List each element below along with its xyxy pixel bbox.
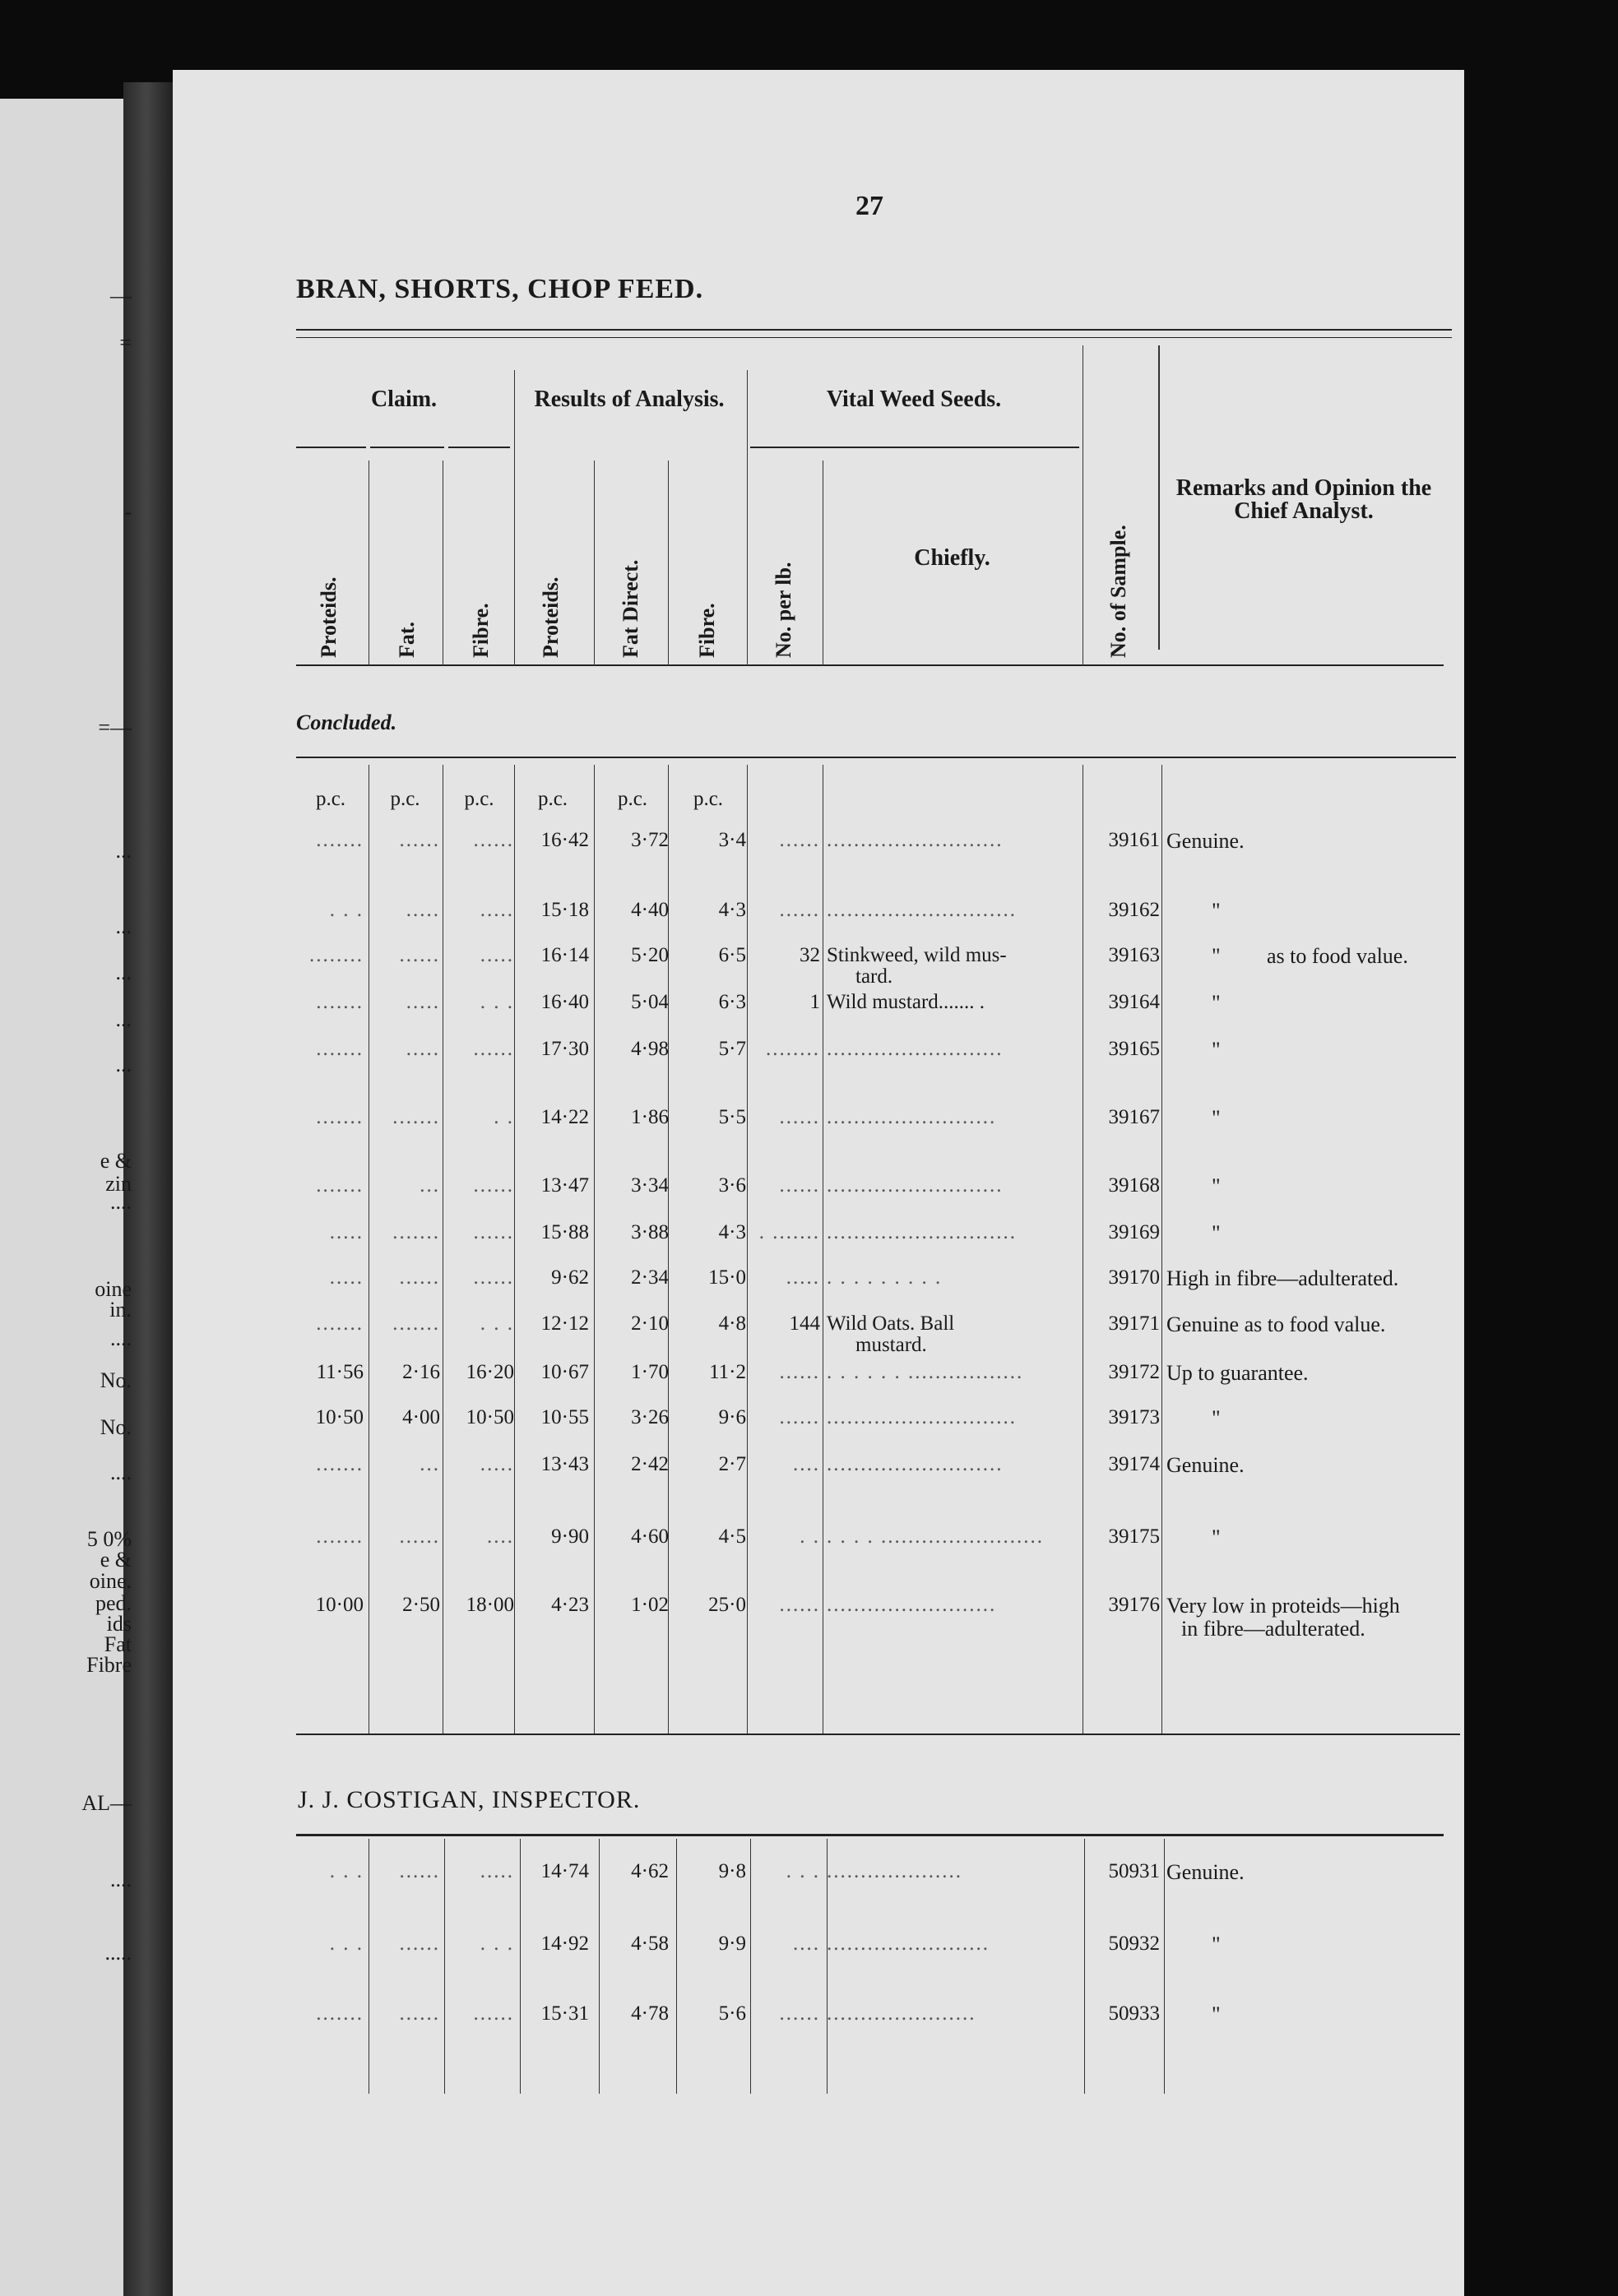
cell-c: ............................ bbox=[827, 1406, 1017, 1428]
previous-page-fragment-text: — bbox=[110, 284, 132, 308]
cell-f: 1·86 bbox=[631, 1106, 669, 1128]
cell-cf: ...... bbox=[399, 944, 440, 966]
cell-cfi: ..... bbox=[480, 899, 514, 921]
cell-fi: 4·3 bbox=[718, 899, 746, 921]
cell-c: .......................... bbox=[827, 1453, 1004, 1475]
cell-s: 50932 bbox=[1108, 1933, 1160, 1955]
cell-fi: 3·4 bbox=[718, 829, 746, 851]
cell-c: . . . . . . . . . bbox=[827, 1266, 943, 1289]
cell-n: 144 bbox=[789, 1312, 820, 1335]
column-rule-2 bbox=[1164, 1839, 1165, 2094]
previous-page-fragment-text: e & bbox=[100, 1149, 132, 1173]
cell-cf: 2·50 bbox=[402, 1594, 440, 1616]
cell-f: 1·02 bbox=[631, 1594, 669, 1616]
cell-cf: ... bbox=[420, 1453, 440, 1475]
cell-fi: 5·5 bbox=[718, 1106, 746, 1128]
cell-n: . . . bbox=[786, 1860, 820, 1882]
previous-page-fragment-text: No. bbox=[100, 1415, 132, 1439]
cell-n: . . bbox=[800, 1525, 820, 1548]
remark: Genuine. bbox=[1166, 1453, 1245, 1477]
cell-cf: ...... bbox=[399, 1860, 440, 1882]
remark: " bbox=[1212, 1038, 1221, 1062]
cell-s: 39170 bbox=[1108, 1266, 1160, 1289]
cell-n: ...... bbox=[779, 2002, 820, 2025]
cell-c: .......................... bbox=[827, 829, 1004, 851]
unit-label: p.c. bbox=[464, 788, 494, 810]
cell-c: Stinkweed, wild mus- bbox=[827, 944, 1007, 966]
cell-cf: ...... bbox=[399, 2002, 440, 2025]
cell-n: ...... bbox=[779, 1406, 820, 1428]
cell-cfi: ...... bbox=[473, 1174, 514, 1197]
cell-f: 4·60 bbox=[631, 1525, 669, 1548]
cell-cp: ....... bbox=[316, 1106, 364, 1128]
cell-n: ..... bbox=[786, 1266, 820, 1289]
remarks-header: Remarks and Opinion the Chief Analyst. bbox=[1175, 475, 1432, 524]
cell-cp: ........ bbox=[309, 944, 364, 966]
cell-n: ...... bbox=[779, 899, 820, 921]
cell-c: Wild Oats. Ball bbox=[827, 1312, 955, 1335]
cell-s: 39163 bbox=[1108, 944, 1160, 966]
previous-page-fragment-text: ..... bbox=[104, 1941, 132, 1965]
cell-f: 1·70 bbox=[631, 1361, 669, 1383]
cell-s: 39172 bbox=[1108, 1361, 1160, 1383]
cell-p: 4·23 bbox=[551, 1594, 589, 1616]
header-group-rule bbox=[747, 370, 748, 666]
cell-s: 39173 bbox=[1108, 1406, 1160, 1428]
cell-n: .... bbox=[793, 1933, 820, 1955]
cell-p: 16·40 bbox=[540, 991, 589, 1013]
cell-s: 39169 bbox=[1108, 1221, 1160, 1243]
cell-s: 39171 bbox=[1108, 1312, 1160, 1335]
previous-page-fragment-text: = bbox=[119, 331, 132, 354]
cell-n: ...... bbox=[779, 829, 820, 851]
cell-fi: 4·3 bbox=[718, 1221, 746, 1243]
top-double-rule bbox=[296, 329, 1452, 331]
previous-page-fragment-text: e & bbox=[100, 1548, 132, 1572]
column-rule bbox=[514, 765, 515, 1735]
remark-continued: in fibre—adulterated. bbox=[1181, 1617, 1365, 1641]
previous-page-fragment-text: .... bbox=[110, 1326, 132, 1350]
results-proteids-header: Proteids. bbox=[539, 576, 563, 658]
previous-page-fragment-text: 5 0% bbox=[86, 1527, 132, 1551]
cell-cf: ...... bbox=[399, 1933, 440, 1955]
cell-s: 39175 bbox=[1108, 1525, 1160, 1548]
cell-cf: ... bbox=[420, 1174, 440, 1197]
cell-cf: ..... bbox=[406, 899, 440, 921]
remark: High in fibre—adulterated. bbox=[1166, 1266, 1399, 1290]
cell-c: .................... bbox=[827, 1860, 962, 1882]
cell-f: 4·78 bbox=[631, 2002, 669, 2025]
unit-label: p.c. bbox=[693, 788, 724, 810]
previous-page-fragment-text: Fat bbox=[104, 1632, 132, 1656]
cell-p: 10·55 bbox=[540, 1406, 589, 1428]
cell-cp: 10·50 bbox=[315, 1406, 364, 1428]
cell-c: .......................... bbox=[827, 1038, 1004, 1060]
cell-s: 39176 bbox=[1108, 1594, 1160, 1616]
previous-page-fragment-text: ped. bbox=[95, 1591, 132, 1615]
remark: " bbox=[1212, 1174, 1221, 1198]
remark: " bbox=[1212, 1406, 1221, 1430]
cell-s: 39164 bbox=[1108, 991, 1160, 1013]
cell-p: 13·47 bbox=[540, 1174, 589, 1197]
cell-cfi: ...... bbox=[473, 1038, 514, 1060]
cell-c: ...................... bbox=[827, 2002, 976, 2025]
remark: Up to guarantee. bbox=[1166, 1361, 1309, 1385]
cell-n: ...... bbox=[779, 1174, 820, 1197]
concluded-label: Concluded. bbox=[296, 711, 397, 734]
concluded-rule bbox=[296, 757, 1456, 758]
cell-cp: ....... bbox=[316, 1174, 364, 1197]
cell-cf: 2·16 bbox=[402, 1361, 440, 1383]
cell-fi: 2·7 bbox=[718, 1453, 746, 1475]
claim-underline-3 bbox=[448, 447, 510, 448]
cell-cfi: . . bbox=[494, 1106, 514, 1128]
previous-page-fragment-text: Fibre bbox=[86, 1653, 132, 1677]
cell-c: ......................... bbox=[827, 1106, 997, 1128]
previous-page-fragment-text: ... bbox=[115, 961, 132, 984]
cell-n: ...... bbox=[779, 1106, 820, 1128]
cell-n: ........ bbox=[766, 1038, 820, 1060]
cell-fi: 11·2 bbox=[709, 1361, 746, 1383]
remark: " bbox=[1212, 1221, 1221, 1245]
inspector-rule bbox=[296, 1834, 1444, 1836]
cell-s: 39161 bbox=[1108, 829, 1160, 851]
cell-n: 1 bbox=[809, 991, 820, 1013]
cell-f: 3·34 bbox=[631, 1174, 669, 1197]
cell-cp: 10·00 bbox=[315, 1594, 364, 1616]
results-header: Results of Analysis. bbox=[534, 387, 725, 412]
cell-fi: 4·5 bbox=[718, 1525, 746, 1548]
results-fat-direct-header: Fat Direct. bbox=[619, 559, 642, 658]
cell-f: 5·04 bbox=[631, 991, 669, 1013]
cell-cp: ....... bbox=[316, 1038, 364, 1060]
cell-s: 39174 bbox=[1108, 1453, 1160, 1475]
cell-f: 4·98 bbox=[631, 1038, 669, 1060]
cell-p: 15·18 bbox=[540, 899, 589, 921]
remark: " bbox=[1212, 1106, 1221, 1130]
top-double-rule-2 bbox=[296, 337, 1452, 338]
previous-page-fragment-text: ... bbox=[115, 1053, 132, 1076]
header-group-rule bbox=[514, 370, 515, 666]
remark: Genuine as to food value. bbox=[1166, 1312, 1386, 1336]
remark: Genuine. bbox=[1166, 829, 1245, 853]
cell-cfi: 16·20 bbox=[466, 1361, 514, 1383]
column-rule bbox=[747, 765, 748, 1735]
vital-underline bbox=[750, 447, 1079, 448]
section-title: BRAN, SHORTS, CHOP FEED. bbox=[296, 274, 704, 304]
cell-cf: ...... bbox=[399, 829, 440, 851]
cell-n: .... bbox=[793, 1453, 820, 1475]
cell-fi: 9·6 bbox=[718, 1406, 746, 1428]
cell-p: 14·74 bbox=[540, 1860, 589, 1882]
cell-cp: ....... bbox=[316, 1312, 364, 1335]
cell-cp: ....... bbox=[316, 1453, 364, 1475]
cell-cfi: . . . bbox=[480, 1933, 514, 1955]
previous-page-fragment-text: =— bbox=[98, 715, 132, 739]
cell-f: 2·10 bbox=[631, 1312, 669, 1335]
cell-fi: 6·5 bbox=[718, 944, 746, 966]
cell-f: 4·58 bbox=[631, 1933, 669, 1955]
cell-fi: 5·7 bbox=[718, 1038, 746, 1060]
previous-page-fragment-text: ... bbox=[115, 914, 132, 938]
cell-p: 9·62 bbox=[551, 1266, 589, 1289]
cell-p: 12·12 bbox=[540, 1312, 589, 1335]
page-number: 27 bbox=[855, 191, 883, 221]
results-fibre-header: Fibre. bbox=[695, 603, 719, 658]
cell-cf: ....... bbox=[392, 1312, 440, 1335]
unit-label: p.c. bbox=[390, 788, 420, 810]
cell-f: 2·34 bbox=[631, 1266, 669, 1289]
cell-fi: 9·9 bbox=[718, 1933, 746, 1955]
cell-p: 14·92 bbox=[540, 1933, 589, 1955]
column-rule bbox=[1161, 765, 1162, 1735]
cell-f: 3·26 bbox=[631, 1406, 669, 1428]
vital-weed-header: Vital Weed Seeds. bbox=[826, 387, 1002, 412]
cell-n: ...... bbox=[779, 1594, 820, 1616]
cell-f: 2·42 bbox=[631, 1453, 669, 1475]
cell-s: 39165 bbox=[1108, 1038, 1160, 1060]
remark: Very low in proteids—high bbox=[1166, 1594, 1400, 1618]
cell-p: 9·90 bbox=[551, 1525, 589, 1548]
cell-f: 3·72 bbox=[631, 829, 669, 851]
header-remarks-rule bbox=[1158, 345, 1160, 650]
previous-page-fragment-text: .... bbox=[110, 1868, 132, 1891]
cell-s: 50931 bbox=[1108, 1860, 1160, 1882]
cell-fi: 3·6 bbox=[718, 1174, 746, 1197]
cell-p: 14·22 bbox=[540, 1106, 589, 1128]
cell-cfi: ...... bbox=[473, 1221, 514, 1243]
cell-cp: . . . bbox=[329, 1860, 364, 1882]
remark: " bbox=[1212, 2002, 1221, 2026]
cell-chiefly-continued: mustard. bbox=[855, 1334, 927, 1356]
cell-c: Wild mustard....... . bbox=[827, 991, 985, 1013]
previous-page-fragment-text: zin bbox=[105, 1172, 132, 1196]
cell-cp: ....... bbox=[316, 829, 364, 851]
no-per-lb-header: No. per lb. bbox=[772, 562, 795, 658]
cell-chiefly-continued: tard. bbox=[855, 965, 893, 988]
previous-page-fragment-text: - bbox=[124, 500, 132, 524]
previous-page-fragment-text: No. bbox=[100, 1368, 132, 1392]
cell-cfi: ...... bbox=[473, 2002, 514, 2025]
cell-cf: ...... bbox=[399, 1266, 440, 1289]
cell-cf: ....... bbox=[392, 1106, 440, 1128]
cell-p: 16·14 bbox=[540, 944, 589, 966]
cell-f: 3·88 bbox=[631, 1221, 669, 1243]
cell-cf: ..... bbox=[406, 991, 440, 1013]
cell-fi: 15·0 bbox=[708, 1266, 746, 1289]
inspector-title: J. J. COSTIGAN, INSPECTOR. bbox=[298, 1786, 641, 1813]
cell-cfi: ..... bbox=[480, 1453, 514, 1475]
cell-cfi: ..... bbox=[480, 1860, 514, 1882]
cell-p: 15·88 bbox=[540, 1221, 589, 1243]
no-of-sample-header: No. of Sample. bbox=[1106, 525, 1130, 658]
cell-fi: 9·8 bbox=[718, 1860, 746, 1882]
table-end-rule bbox=[296, 1734, 1460, 1735]
claim-header: Claim. bbox=[370, 387, 438, 412]
cell-cp: ....... bbox=[316, 991, 364, 1013]
cell-fi: 25·0 bbox=[708, 1594, 746, 1616]
cell-n: ...... bbox=[779, 1361, 820, 1383]
cell-cf: 4·00 bbox=[402, 1406, 440, 1428]
cell-fi: 6·3 bbox=[718, 991, 746, 1013]
previous-page-fragment-text: in. bbox=[109, 1298, 132, 1322]
claim-underline-2 bbox=[370, 447, 444, 448]
cell-s: 39168 bbox=[1108, 1174, 1160, 1197]
cell-p: 16·42 bbox=[540, 829, 589, 851]
previous-page-fragment-text: oine. bbox=[89, 1569, 132, 1593]
unit-label: p.c. bbox=[315, 788, 346, 810]
cell-n: 32 bbox=[800, 944, 820, 966]
claim-proteids-header: Proteids. bbox=[317, 576, 341, 658]
claim-underline-1 bbox=[296, 447, 366, 448]
cell-cfi: . . . bbox=[480, 1312, 514, 1335]
cell-cp: ..... bbox=[329, 1221, 364, 1243]
chiefly-header: Chiefly. bbox=[914, 545, 990, 571]
cell-cp: ....... bbox=[316, 2002, 364, 2025]
cell-cp: ..... bbox=[329, 1266, 364, 1289]
cell-p: 15·31 bbox=[540, 2002, 589, 2025]
cell-cp: 11·56 bbox=[316, 1361, 364, 1383]
cell-f: 5·20 bbox=[631, 944, 669, 966]
previous-page-fragment-text: ids bbox=[106, 1612, 132, 1636]
cell-fi: 5·6 bbox=[718, 2002, 746, 2025]
cell-c: ............................ bbox=[827, 899, 1017, 921]
cell-cfi: 10·50 bbox=[466, 1406, 514, 1428]
header-column-rule bbox=[594, 461, 595, 666]
cell-cp: . . . bbox=[329, 1933, 364, 1955]
cell-c: . . . . ........................ bbox=[827, 1525, 1044, 1548]
cell-c: ......................... bbox=[827, 1594, 997, 1616]
cell-c: .......................... bbox=[827, 1174, 1004, 1197]
claim-fat-header: Fat. bbox=[395, 621, 419, 658]
cell-cp: ....... bbox=[316, 1525, 364, 1548]
previous-page-fragment-text: .... bbox=[110, 1460, 132, 1484]
cell-p: 10·67 bbox=[540, 1361, 589, 1383]
cell-s: 39167 bbox=[1108, 1106, 1160, 1128]
remark-note: as to food value. bbox=[1267, 944, 1408, 968]
claim-fibre-header: Fibre. bbox=[469, 603, 493, 658]
cell-cf: ....... bbox=[392, 1221, 440, 1243]
cell-s: 39162 bbox=[1108, 899, 1160, 921]
cell-cfi: ..... bbox=[480, 944, 514, 966]
cell-cfi: . . . bbox=[480, 991, 514, 1013]
remark: " bbox=[1212, 899, 1221, 923]
cell-f: 4·40 bbox=[631, 899, 669, 921]
previous-page-fragment-text: ... bbox=[115, 839, 132, 863]
header-bottom-rule bbox=[296, 664, 1444, 666]
cell-c: . . . . . . ................. bbox=[827, 1361, 1024, 1383]
cell-cfi: .... bbox=[487, 1525, 514, 1548]
cell-p: 17·30 bbox=[540, 1038, 589, 1060]
unit-label: p.c. bbox=[537, 788, 568, 810]
cell-cp: . . . bbox=[329, 899, 364, 921]
cell-s: 50933 bbox=[1108, 2002, 1160, 2025]
cell-cfi: 18·00 bbox=[466, 1594, 514, 1616]
previous-page-fragment-text: oine bbox=[95, 1277, 132, 1301]
remark: " bbox=[1212, 1933, 1221, 1956]
previous-page-fragment-text: AL— bbox=[81, 1791, 132, 1815]
cell-f: 4·62 bbox=[631, 1860, 669, 1882]
cell-n: . ....... bbox=[758, 1221, 820, 1243]
cell-cfi: ...... bbox=[473, 829, 514, 851]
remark: " bbox=[1212, 1525, 1221, 1549]
remark: " bbox=[1212, 944, 1221, 968]
cell-c: ........................ bbox=[827, 1933, 990, 1955]
cell-fi: 4·8 bbox=[718, 1312, 746, 1335]
column-rule bbox=[594, 765, 595, 1735]
cell-cf: ..... bbox=[406, 1038, 440, 1060]
previous-page-fragment-text: .... bbox=[110, 1190, 132, 1214]
cell-p: 13·43 bbox=[540, 1453, 589, 1475]
header-column-rule bbox=[668, 461, 669, 666]
cell-cf: ...... bbox=[399, 1525, 440, 1548]
remark: " bbox=[1212, 991, 1221, 1015]
cell-c: ............................ bbox=[827, 1221, 1017, 1243]
unit-label: p.c. bbox=[617, 788, 648, 810]
cell-cfi: ...... bbox=[473, 1266, 514, 1289]
remark: Genuine. bbox=[1166, 1860, 1245, 1884]
previous-page-fragment-text: ... bbox=[115, 1007, 132, 1031]
